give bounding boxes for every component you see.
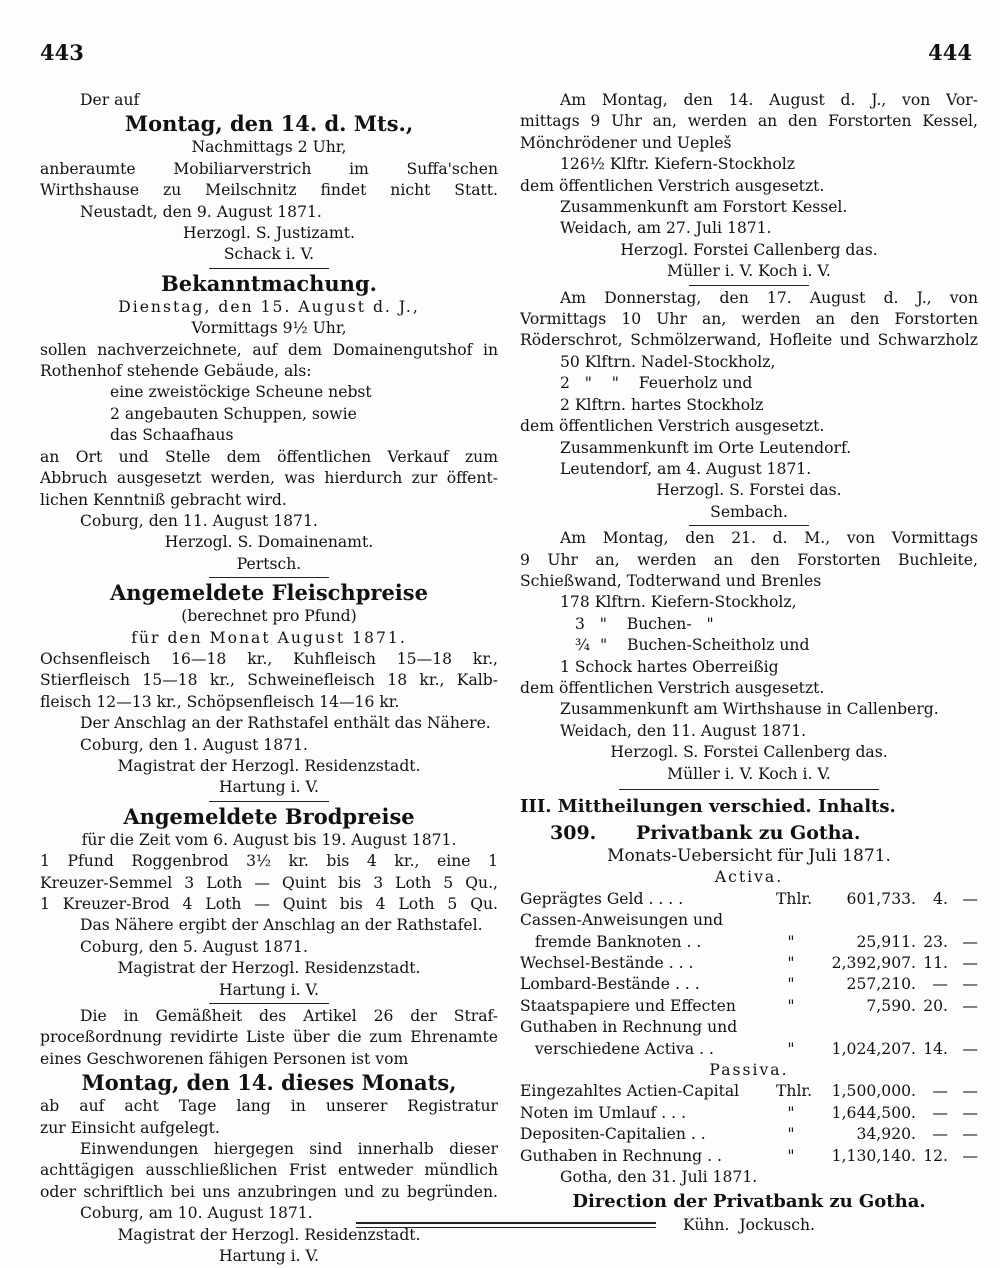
ledger-ct: 14. xyxy=(923,1039,948,1058)
text-line: 2 Klftrn. hartes Stockholz xyxy=(560,395,764,414)
text-line: lichen Kenntniß gebracht wird. xyxy=(40,490,287,509)
separator-line xyxy=(209,268,329,269)
ledger-ds xyxy=(948,910,978,931)
text-line: Am Donnerstag, den 17. August d. J., von xyxy=(560,288,978,307)
ledger-ct: — xyxy=(932,975,948,994)
text-line: Rothenhof stehende Gebäude, als: xyxy=(40,362,312,381)
text-line: Angemeldete Fleischpreise xyxy=(110,580,428,606)
text-line: Coburg, am 10. August 1871. xyxy=(80,1204,313,1223)
text-line: Magistrat der Herzogl. Residenzstadt. xyxy=(117,1225,421,1244)
separator-line xyxy=(689,525,809,526)
ledger-amt: 601,733. xyxy=(846,889,916,908)
ledger-row xyxy=(520,932,978,953)
text-line: 126½ Klftr. Kiefern-Stockholz xyxy=(560,155,795,174)
text-line: Einwendungen hiergegen sind innerhalb dieser xyxy=(80,1140,498,1159)
ledger-ct: 23. xyxy=(923,932,948,951)
ledger-cur: " xyxy=(787,1125,795,1144)
ledger-amt: 1,500,000. xyxy=(831,1082,916,1101)
text-line: Vormittags 10 Uhr an, werden an den Forstorten xyxy=(520,310,978,329)
ledger-ct: 11. xyxy=(923,954,948,973)
text-line: Vormittags 9½ Uhr, xyxy=(191,319,347,338)
text-line: Am Montag, den 14. August d. J., von Vor- xyxy=(560,91,978,109)
text-line: Wirthshause zu Meilschnitz findet nicht Statt. xyxy=(40,181,498,200)
ledger-ct: — xyxy=(932,1103,948,1122)
ledger-row xyxy=(520,1081,978,1102)
text-line: das Schaafhaus xyxy=(110,426,234,445)
bank-direction: Direction der Privatbank zu Gotha. xyxy=(572,1190,926,1212)
text-line: Weidach, am 27. Juli 1871. xyxy=(560,219,772,238)
ledger-label: Eingezahltes Actien-Capital xyxy=(520,1082,740,1101)
text-line: Am Montag, den 21. d. M., von Vormittags xyxy=(560,529,978,548)
separator-line xyxy=(209,577,329,578)
text-line: für den Monat August 1871. xyxy=(131,628,407,647)
ledger-amt: 1,644,500. xyxy=(831,1103,916,1122)
text-line: Coburg, den 1. August 1871. xyxy=(80,735,308,754)
ledger-ds: — xyxy=(962,1146,978,1165)
ledger-amt: 25,911. xyxy=(856,932,916,951)
ledger-label: Depositen-Capitalien . . xyxy=(520,1125,706,1144)
text-line: Leutendorf, am 4. August 1871. xyxy=(560,459,812,478)
section-divider xyxy=(619,789,879,790)
text-line: Müller i. V. Koch i. V. xyxy=(667,262,831,281)
text-line: Sembach. xyxy=(710,502,788,521)
text-line: Der auf xyxy=(80,91,140,109)
ledger-ds: — xyxy=(962,975,978,994)
ledger-label: Guthaben in Rechnung . . xyxy=(520,1146,722,1165)
ledger-row xyxy=(520,889,978,910)
text-line: Schack i. V. xyxy=(223,245,315,264)
text-line: ab auf acht Tage lang in unserer Registratur xyxy=(40,1097,498,1116)
text-line: eine zweistöckige Scheune nebst xyxy=(110,383,372,402)
ledger-cur: " xyxy=(787,1039,795,1058)
bottom-rule-thin xyxy=(356,1227,656,1228)
ledger-row xyxy=(520,953,978,974)
text-line: Das Nähere ergibt der Anschlag an der Rathstafel. xyxy=(80,916,483,935)
text-line: Herzogl. Forstei Callenberg das. xyxy=(620,240,878,259)
ledger-label: Staatspapiere und Effecten xyxy=(520,996,736,1015)
text-line: Coburg, den 5. August 1871. xyxy=(80,937,308,956)
ledger-ds: — xyxy=(962,1125,978,1144)
text-line: Die in Gemäßheit des Artikel 26 der Straf- xyxy=(80,1007,498,1026)
text-line: Abbruch ausgesetzt werden, was hierdurch zur öffent- xyxy=(40,469,498,488)
text-line: Weidach, den 11. August 1871. xyxy=(560,721,807,740)
bank-date: Gotha, den 31. Juli 1871. xyxy=(560,1168,758,1187)
bank-signatures: Kühn. Jockusch. xyxy=(683,1215,815,1234)
ledger-ct: 20. xyxy=(923,996,948,1015)
activa-table xyxy=(520,889,978,1060)
ledger-amt: 1,130,140. xyxy=(831,1146,916,1165)
text-line: Magistrat der Herzogl. Residenzstadt. xyxy=(117,959,421,978)
separator-line xyxy=(689,285,809,286)
text-line: zur Einsicht aufgelegt. xyxy=(40,1118,220,1137)
ledger-ds xyxy=(948,1017,978,1038)
text-line: fleisch 12—13 kr., Schöpsenfleisch 14—16 kr. xyxy=(40,692,400,711)
text-line: Neustadt, den 9. August 1871. xyxy=(80,202,322,221)
ledger-cur: Thlr. xyxy=(776,1082,813,1101)
ledger-row xyxy=(520,1124,978,1145)
text-line: 3 " Buchen- " xyxy=(575,614,714,633)
ledger-amt: 257,210. xyxy=(846,975,916,994)
page-number-left: 443 xyxy=(40,40,84,65)
passiva-table xyxy=(520,1081,978,1167)
text-line: Hartung i. V. xyxy=(218,778,320,797)
text-line: 9 Uhr an, werden an den Forstorten Buchleite, xyxy=(520,550,978,569)
text-line: ¾ " Buchen-Scheitholz und xyxy=(575,636,810,655)
ledger-row xyxy=(520,1017,978,1038)
ledger-cur: " xyxy=(787,1103,795,1122)
text-line: Stierfleisch 15—18 kr., Schweinefleisch 18 kr., Kalb- xyxy=(40,671,498,690)
ledger-label: verschiedene Activa . . xyxy=(520,1039,714,1058)
bottom-rule xyxy=(356,1222,656,1224)
text-line: oder schriftlich bei uns anzubringen und zu begründen. xyxy=(40,1182,498,1201)
text-line: 1 Kreuzer-Brod 4 Loth — Quint bis 4 Loth 5 Qu. xyxy=(40,895,498,913)
text-line: Kreuzer-Semmel 3 Loth — Quint bis 3 Loth 5 Qu., xyxy=(40,873,498,892)
text-line: Montag, den 14. dieses Monats, xyxy=(81,1070,457,1096)
ledger-ct xyxy=(916,1017,948,1038)
ledger-cur: " xyxy=(787,975,795,994)
text-line: Hartung i. V. xyxy=(218,1247,320,1266)
text-line: Herzogl. S. Justizamt. xyxy=(183,224,355,243)
bank-subtitle: Monats-Uebersicht für Juli 1871. xyxy=(607,846,891,866)
ledger-ds: — xyxy=(962,1039,978,1058)
ledger-row xyxy=(520,1039,978,1060)
ledger-label: Geprägtes Geld . . . . xyxy=(520,889,684,908)
text-line: 2 " " Feuerholz und xyxy=(560,374,753,393)
text-line: Schießwand, Todterwand und Brenles xyxy=(520,571,822,590)
section-heading: III. Mittheilungen verschied. Inhalts. xyxy=(520,796,896,817)
text-line: dem öffentlichen Verstrich ausgesetzt. xyxy=(520,417,825,436)
activa-label: Activa. xyxy=(714,868,784,887)
ledger-label: Guthaben in Rechnung und xyxy=(520,1018,738,1037)
ledger-amt: 2,392,907. xyxy=(831,954,916,973)
separator-line xyxy=(209,801,329,802)
ledger-ds: — xyxy=(962,1103,978,1122)
text-line: Zusammenkunft im Orte Leutendorf. xyxy=(560,438,852,457)
text-line: 1 Schock hartes Oberreißig xyxy=(560,657,779,676)
text-line: Montag, den 14. d. Mts., xyxy=(124,111,414,137)
ledger-ct: — xyxy=(932,1082,948,1101)
ledger-ct: — xyxy=(932,1125,948,1144)
text-line: Pertsch. xyxy=(236,554,302,573)
text-line: sollen nachverzeichnete, auf dem Domainengutshof in xyxy=(40,340,498,359)
ledger-cur xyxy=(776,1017,806,1038)
text-line: Magistrat der Herzogl. Residenzstadt. xyxy=(117,756,421,775)
ledger-label: Wechsel-Bestände . . . xyxy=(520,954,694,973)
ledger-amt: 7,590. xyxy=(866,996,916,1015)
text-line: Herzogl. S. Domainenamt. xyxy=(164,533,374,552)
ledger-label: Cassen-Anweisungen und xyxy=(520,911,724,930)
text-line: Herzogl. S. Forstei Callenberg das. xyxy=(610,743,888,762)
ledger-ds: — xyxy=(962,932,978,951)
text-line: proceßordnung revidirte Liste über die zum Ehrenamte xyxy=(40,1028,498,1047)
ledger-cur: " xyxy=(787,996,795,1015)
text-line: eines Geschworenen fähigen Personen ist vom xyxy=(40,1049,409,1068)
ledger-ct xyxy=(916,910,948,931)
text-line: 178 Klftrn. Kiefern-Stockholz, xyxy=(560,593,797,612)
text-line: Zusammenkunft am Wirthshause in Callenberg. xyxy=(560,700,939,719)
ledger-cur: Thlr. xyxy=(776,889,813,908)
text-line: für die Zeit vom 6. August bis 19. August 1871. xyxy=(81,830,457,849)
right-column xyxy=(520,90,978,1236)
ledger-row xyxy=(520,910,978,931)
text-line: Ochsenfleisch 16—18 kr., Kuhfleisch 15—18 kr., xyxy=(40,649,498,668)
text-line: 50 Klftrn. Nadel-Stockholz, xyxy=(560,352,776,371)
text-line: Dienstag, den 15. August d. J., xyxy=(118,297,420,316)
ledger-ds: — xyxy=(962,889,978,908)
ledger-row xyxy=(520,1103,978,1124)
ledger-cur: " xyxy=(787,954,795,973)
ledger-row xyxy=(520,1146,978,1167)
ledger-label: fremde Banknoten . . xyxy=(520,932,702,951)
text-line: Coburg, den 11. August 1871. xyxy=(80,511,318,530)
text-line: (berechnet pro Pfund) xyxy=(181,607,357,626)
text-line: 1 Pfund Roggenbrod 3½ kr. bis 4 kr., eine 1 xyxy=(40,852,498,871)
ledger-ds: — xyxy=(962,996,978,1015)
ledger-ds: — xyxy=(962,1082,978,1101)
text-line: mittags 9 Uhr an, werden an den Forstorten Kessel, xyxy=(520,112,978,131)
ledger-ct: 4. xyxy=(933,889,948,908)
text-line: Röderschrot, Schmölzerwand, Hofleite und Schwarzholz xyxy=(520,331,978,350)
text-line: Zusammenkunft am Forstort Kessel. xyxy=(560,198,848,217)
text-line: anberaumte Mobiliarverstrich im Suffa'schen xyxy=(40,159,498,178)
ledger-amt: 34,920. xyxy=(856,1125,916,1144)
forestry-notices xyxy=(520,90,978,785)
text-line: Der Anschlag an der Rathstafel enthält das Nähere. xyxy=(80,714,491,733)
text-line: Mönchrödener und Uepleš xyxy=(520,133,732,152)
ledger-label: Noten im Umlauf . . . xyxy=(520,1103,687,1122)
ledger-cur: " xyxy=(787,932,795,951)
ledger-cur xyxy=(776,910,806,931)
text-line: Angemeldete Brodpreise xyxy=(123,803,415,829)
ledger-row xyxy=(520,996,978,1017)
bank-title: 309. Privatbank zu Gotha. xyxy=(550,822,861,844)
ledger-cur: " xyxy=(787,1146,795,1165)
ledger-ds: — xyxy=(962,954,978,973)
ledger-row xyxy=(520,974,978,995)
text-line: dem öffentlichen Verstrich ausgesetzt. xyxy=(520,678,825,697)
text-line: an Ort und Stelle dem öffentlichen Verkauf zum xyxy=(40,447,498,466)
text-line: Bekanntmachung. xyxy=(161,270,377,296)
ledger-label: Lombard-Bestände . . . xyxy=(520,975,700,994)
text-line: achttägigen ausschließlichen Frist entweder mündlich xyxy=(40,1161,498,1180)
ledger-amt xyxy=(806,1017,916,1038)
passiva-label: Passiva. xyxy=(709,1061,789,1080)
text-line: 2 angebauten Schuppen, sowie xyxy=(110,404,357,423)
text-line: Herzogl. S. Forstei das. xyxy=(656,481,842,500)
text-line: dem öffentlichen Verstrich ausgesetzt. xyxy=(520,176,825,195)
text-line: Müller i. V. Koch i. V. xyxy=(667,764,831,783)
separator-line xyxy=(209,1003,329,1004)
ledger-ct: 12. xyxy=(923,1146,948,1165)
text-line: Nachmittags 2 Uhr, xyxy=(191,138,347,157)
left-column xyxy=(40,90,498,1268)
text-line: Hartung i. V. xyxy=(218,980,320,999)
ledger-amt: 1,024,207. xyxy=(831,1039,916,1058)
ledger-amt xyxy=(806,910,916,931)
page-number-right: 444 xyxy=(928,40,972,65)
